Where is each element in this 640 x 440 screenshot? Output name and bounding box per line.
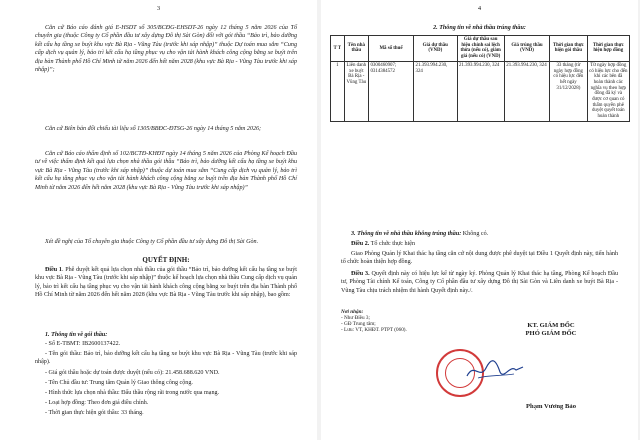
col-thoi-gian-hop-dong: Thời gian thực hiện hợp đồng xyxy=(587,36,629,62)
dieu-2-text: Tổ chức thực hiện xyxy=(369,241,416,247)
col-thoi-gian-goi-thau: Thời gian thực hiện gói thầu xyxy=(550,36,587,62)
item-ten-goi-thau: - Tên gói thầu: Bảo trì, bảo dưỡng kết cấu hạ tầng xe buýt khu vực Bà Rịa - Vũng Tàu (trước khi sáp nhập). xyxy=(35,351,297,366)
dieu-2-paragraph xyxy=(341,240,618,248)
cell-ten-nha-thau: Liên danh xe buýt Bà Rịa - Vũng Tàu xyxy=(344,61,368,121)
dieu-1-paragraph xyxy=(35,266,297,300)
page-number: 4 xyxy=(477,5,482,12)
can-cu-1: Căn cứ Báo cáo đánh giá E-HSDT số 305/BCĐG-EHSDT-26 ngày 12 tháng 5 năm 2026 của Tổ chuyên gia (thuộc Công ty Cổ phần đầu tư xây dựng Đô thị Sài Gòn) đối với gói thầu “Bảo trì, bảo dưỡng kết cấu hạ tầng xe buýt khu vực Bà Rịa - Vũng Tàu (trước khi sáp nhập)” thuộc Dự toán mua sắm “Cung cấp dịch vụ quản lý, bảo trì kết cấu hạ tầng phục vụ cho vận tải hành khách công cộng bằng xe buýt trên địa bàn Thành phố Hồ Chí Minh từ năm 2026 đến hết năm 2028 (khu vực Bà Rịa - Vũng Tàu trước khi sáp nhập)”; xyxy=(35,25,297,74)
noi-nhan-item: - Lưu: VT, KHĐT. PTPT (060). xyxy=(341,327,407,333)
dieu-3-paragraph xyxy=(341,270,618,295)
item-gia-goi-thau: - Giá gói thầu hoặc dự toán được duyệt (nếu có): 21.458.688.620 VND. xyxy=(45,370,220,376)
xet-de-nghi: Xét đề nghị của Tổ chuyên gia thuộc Công ty Cổ phần đầu tư xây dựng Đô thị Sài Gòn. xyxy=(45,239,259,245)
page-3 xyxy=(0,0,317,440)
noi-nhan-item: - GĐ Trung tâm; xyxy=(341,321,376,327)
cell-thoi-gian-goi-thau: 33 tháng (từ ngày hợp đồng có hiệu lực đến hết ngày 31/12/2028) xyxy=(550,61,587,121)
col-gia-trung-thau: Giá trúng thầu (VND) xyxy=(504,36,549,62)
cell-gia-du-thau: 21.393.994.230, 324 xyxy=(414,61,458,121)
cell-ma-so-thue: 0300460907; 0314384572 xyxy=(368,61,413,121)
section-1-heading: 1. Thông tin về gói thầu: xyxy=(45,332,108,338)
winner-table xyxy=(330,35,630,122)
cell-stt: 1 xyxy=(331,61,345,121)
table-header-row xyxy=(331,36,630,62)
col-stt: T T xyxy=(331,36,345,62)
section-2-heading: 2. Thông tin về nhà thầu trúng thầu: xyxy=(433,25,526,31)
table-row xyxy=(331,61,630,121)
dieu-2-body: Giao Phòng Quản lý Khai thác hạ tầng căn cứ nội dung được phê duyệt tại Điều 1 Quyết định này, tiến hành tổ chức hoàn thiện hợp đồng. xyxy=(341,251,618,266)
dieu-1-label: Điều 1 xyxy=(45,267,62,273)
item-hinh-thuc: - Hình thức lựa chọn nhà thầu: Đấu thầu rộng rãi trong nước qua mạng. xyxy=(45,390,220,396)
item-thoi-gian: - Thời gian thực hiện gói thầu: 33 tháng. xyxy=(45,410,144,416)
sign-title-2: PHÓ GIÁM ĐỐC xyxy=(525,330,577,337)
cell-thoi-gian-hop-dong: Từ ngày hợp đồng có hiệu lực cho đến khi các bên đã hoàn thành các nghĩa vụ theo hợp đồng đã ký và được cơ quan có thẩm quyền phê duyệt quyết toán hoàn thành xyxy=(587,61,629,121)
noi-nhan-title: Nơi nhận: xyxy=(341,309,364,315)
signature-icon xyxy=(464,356,526,384)
page-4 xyxy=(321,0,638,440)
signer-name: Phạm Vương Bảo xyxy=(526,403,576,410)
item-loai-hop-dong: - Loại hợp đồng: Theo đơn giá điều chỉnh. xyxy=(45,400,149,406)
can-cu-3: Căn cứ Báo cáo thẩm định số 102/BCTĐ-KHĐT ngày 14 tháng 5 năm 2026 của Phòng Kế hoạch Đầu tư về việc thẩm định kết quả lựa chọn nhà thầu gói thầu “Bảo trì, bảo dưỡng kết cấu hạ tầng xe buýt khu vực Bà Rịa - Vũng Tàu (trước khi sáp nhập)” thuộc dự toán mua sắm “Cung cấp dịch vụ quản lý, bảo trì kết cấu hạ tầng phục vụ cho vận tải hành khách công cộng bằng xe buýt trên địa bàn Thành phố Hồ Chí Minh từ năm 2026 đến hết năm 2028 (khu vực Bà Rịa - Vũng Tàu trước khi sáp nhập)” xyxy=(35,151,297,191)
cell-gia-trung-thau: 21.393.994.230, 324 xyxy=(504,61,549,121)
quyet-dinh-heading: QUYẾT ĐỊNH: xyxy=(142,256,190,264)
can-cu-2: Căn cứ Biên bản đối chiếu tài liệu số 1305/BBĐC-ĐTSG-26 ngày 14 tháng 5 năm 2026; xyxy=(45,126,262,132)
page-number: 3 xyxy=(156,5,161,12)
section-3-value: Không có. xyxy=(461,231,489,237)
item-etbmt: - Số E-TBMT: IB2600137422. xyxy=(45,341,121,347)
col-ma-so-thue: Mã số thuế xyxy=(368,36,413,62)
col-gia-du-thau: Giá dự thầu (VND) xyxy=(414,36,458,62)
col-ten-nha-thau: Tên nhà thầu xyxy=(344,36,368,62)
dieu-2-label: Điều 2. xyxy=(351,241,370,247)
item-chu-dau-tu: - Tên Chủ đầu tư: Trung tâm Quản lý Giao thông công cộng. xyxy=(45,380,193,386)
col-gia-hieu-chinh: Giá dự thầu sau hiệu chỉnh sai lệch thừa (nếu có), giảm giá (nếu có) (VND) xyxy=(457,36,504,62)
sign-title-1: KT. GIÁM ĐỐC xyxy=(527,322,575,329)
cell-gia-hieu-chinh: 21.393.994.230, 324 xyxy=(457,61,504,121)
noi-nhan-item: - Như Điều 3; xyxy=(341,315,370,321)
dieu-1-text: . Phê duyệt kết quả lựa chọn nhà thầu của gói thầu “Bảo trì, bảo dưỡng kết cấu hạ tầng xe buýt khu vực Bà Rịa - Vũng Tàu (trước khi sáp nhập)” thuộc kế hoạch lựa chọn nhà thầu Cung cấp dịch vụ quản lý, bảo trì kết cấu hạ tầng phục vụ cho vận tải hành khách công cộng bằng xe buýt trên địa bàn Thành phố Hồ Chí Minh từ năm 2026 đến hết năm 2028 (khu vực Bà Rịa - Vũng Tàu trước khi sáp nhập), bao gồm: xyxy=(35,267,298,299)
dieu-3-text: Quyết định này có hiệu lực kể từ ngày ký. Phòng Quản lý Khai thác hạ tầng, Phòng Kế hoạch Đầu tư, Phòng Tài chính Kế toán, Công ty Cổ phần đầu tư xây dựng Đô thị Sài Gòn và Liên danh xe buýt Bà Rịa - Vũng Tàu chịu trách nhiệm thi hành Quyết định này./. xyxy=(341,271,618,294)
section-3-heading: 3. Thông tin về nhà thầu không trúng thầu: xyxy=(351,231,462,237)
dieu-3-label: Điều 3. xyxy=(351,271,370,277)
section-3-paragraph xyxy=(341,230,618,238)
